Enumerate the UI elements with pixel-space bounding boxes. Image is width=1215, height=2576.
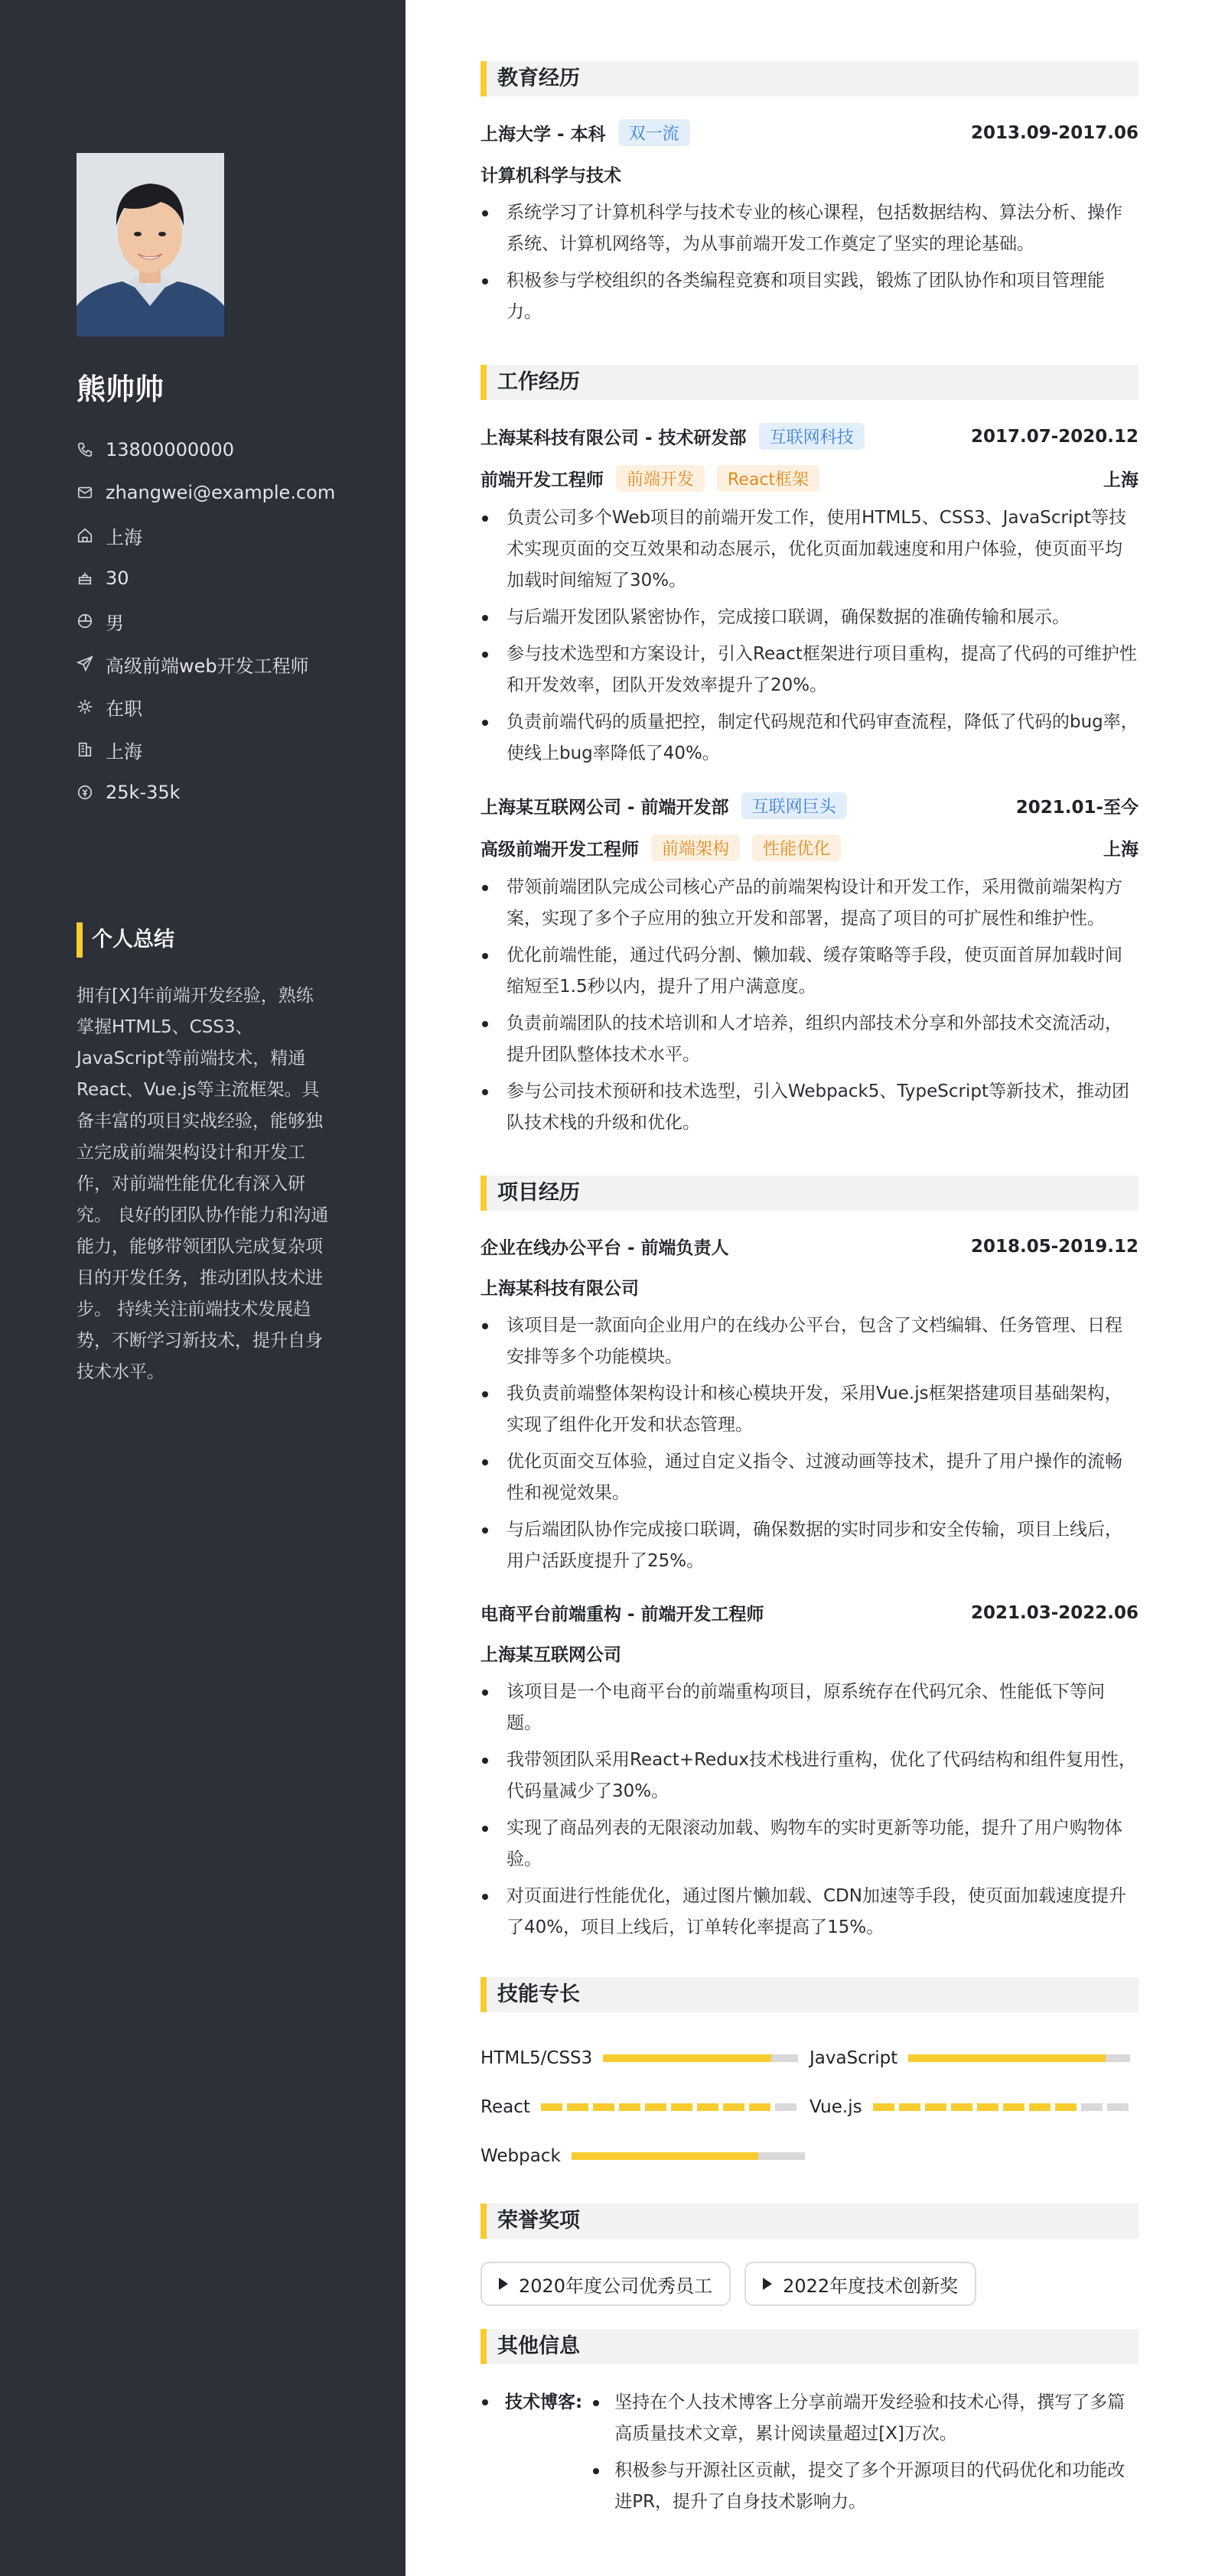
job-skill-tag: 性能优化: [752, 834, 841, 861]
email-text: zhangwei@example.com: [106, 482, 336, 503]
project-company: 上海某科技有限公司: [480, 1279, 639, 1299]
contact-location: [77, 514, 383, 557]
contact-list: [77, 428, 383, 814]
list-item: 积极参与学校组织的各类编程竞赛和项目实践，锻炼了团队协作和项目管理能力。: [480, 265, 1138, 328]
title-text: 高级前端web开发工程师: [106, 655, 309, 677]
contact-status: [77, 685, 383, 728]
project-sub: [480, 1274, 1138, 1299]
education-title: 教育经历: [480, 61, 1138, 96]
education-head: [480, 119, 1138, 146]
person-name: 熊帅帅: [77, 372, 164, 406]
skills-list: [480, 2034, 1138, 2181]
status-icon: [77, 698, 93, 715]
skill-bar-segment: [775, 2103, 796, 2111]
skill-bar-segment: [645, 2103, 666, 2111]
work-title: 工作经历: [480, 365, 1138, 400]
skill-bar-segment: [723, 2103, 744, 2111]
list-item: 负责公司多个Web项目的前端开发工作，使用HTML5、CSS3、JavaScript等技术实现页面的交互效果和动态展示，优化页面加载速度和用户体验，使页面平均加载时间缩短了30%。: [480, 503, 1138, 597]
skill-bar-fill: [572, 2152, 758, 2160]
project-company: 上海某互联网公司: [480, 1645, 621, 1665]
job-city: 上海: [1103, 840, 1138, 860]
skill-bar: [603, 2054, 798, 2062]
list-item: 对页面进行性能优化，通过图片懒加载、CDN加速等手段，使页面加载速度提升了40%，项目上线后，订单转化率提高了15%。: [480, 1881, 1138, 1943]
other-info: [480, 2387, 1138, 2523]
city-text: 上海: [106, 740, 142, 763]
skill-bar-segment: [749, 2103, 770, 2111]
main-content: [480, 61, 1138, 2523]
job-sub: [480, 465, 1138, 492]
skill-bar-segment: [951, 2103, 972, 2111]
skill-bar-segment: [541, 2103, 562, 2111]
salary-text: 25k-35k: [106, 782, 181, 803]
project-head: [480, 1234, 1138, 1259]
list-item: 我负责前端整体架构设计和核心模块开发，采用Vue.js框架搭建项目基础架构，实现了组件化开发和状态管理。: [480, 1378, 1138, 1441]
skill-bar-segment: [671, 2103, 692, 2111]
skill-bar-segment: [1003, 2103, 1024, 2111]
status-text: 在职: [106, 698, 142, 720]
contact-gender: [77, 600, 383, 642]
skill-bar-segment: [1081, 2103, 1103, 2111]
project-head: [480, 1600, 1138, 1625]
job-company: 上海某科技有限公司 - 技术研发部: [480, 428, 747, 448]
sidebar: [0, 0, 406, 2576]
award-label: 2020年度公司优秀员工: [519, 2275, 713, 2297]
skill-item: [480, 2146, 817, 2166]
summary-title: 个人总结: [77, 922, 174, 958]
project-bullets: [480, 1677, 1138, 1943]
skill-bar-segment: [1107, 2103, 1129, 2111]
awards-title: 荣誉奖项: [480, 2204, 1138, 2239]
list-item: 坚持在个人技术博客上分享前端开发经验和技术心得，撰写了多篇高质量技术文章，累计阅读量超过[X]万次。: [591, 2387, 1138, 2450]
mail-icon: [77, 484, 93, 501]
skill-bar-segment: [1029, 2103, 1051, 2111]
job-head: [480, 792, 1138, 819]
school-name: 上海大学 - 本科: [480, 125, 606, 145]
contact-phone: [77, 428, 383, 471]
job-bullets: [480, 503, 1138, 769]
skill-bar-segment: [925, 2103, 946, 2111]
job-industry-tag: 互联网巨头: [741, 792, 847, 819]
skill-bar-segment: [977, 2103, 998, 2111]
other-key: 技术博客:: [505, 2392, 583, 2412]
job-skill-tag: 前端架构: [651, 834, 740, 861]
job-date: 2021.01-至今: [1015, 798, 1138, 818]
skill-bar-fill: [908, 2054, 1106, 2062]
skill-label: React: [480, 2097, 530, 2117]
other-bullets: [591, 2387, 1138, 2523]
job-company: 上海某互联网公司 - 前端开发部: [480, 798, 729, 818]
play-icon: [499, 2278, 508, 2290]
list-item: 与后端开发团队紧密协作，完成接口联调，确保数据的准确传输和展示。: [480, 602, 1138, 633]
skill-bar-segment: [873, 2103, 894, 2111]
skill-bar-segment: [619, 2103, 640, 2111]
project-sub: [480, 1641, 1138, 1666]
phone-text: 13800000000: [106, 439, 234, 460]
project-name: 企业在线办公平台 - 前端负责人: [480, 1238, 729, 1258]
contact-salary: [77, 771, 383, 814]
project-bullets: [480, 1310, 1138, 1577]
play-icon: [763, 2278, 772, 2290]
skill-item: [809, 2048, 1138, 2068]
job-role: 前端开发工程师: [480, 470, 604, 490]
list-item: 我带领团队采用React+Redux技术栈进行重构，优化了代码结构和组件复用性，代码量减少了30%。: [480, 1745, 1138, 1807]
skill-label: Webpack: [480, 2146, 561, 2166]
profile-photo: [77, 153, 224, 337]
skill-bar: [873, 2103, 1129, 2111]
skill-bar-segment: [899, 2103, 920, 2111]
list-item: 参与公司技术预研和技术选型，引入Webpack5、TypeScript等新技术，推动团队技术栈的升级和优化。: [480, 1076, 1138, 1139]
list-item: 参与技术选型和方案设计，引入React框架进行项目重构，提高了代码的可维护性和开发效率，团队开发效率提升了20%。: [480, 639, 1138, 701]
summary-text: 拥有[X]年前端开发经验，熟练掌握HTML5、CSS3、JavaScript等前端技术，精通React、Vue.js等主流框架。具备丰富的项目实战经验，能够独立完成前端架构设计和开发工作，对前端性能优化有深入研究。 良好的团队协作能力和沟通能力，能够带领团队完成复杂项目的开发任务，推动团队技术进步。 持续关注前端技术发展趋势，不断学习新技术，提升自身技术水平。: [77, 986, 329, 1382]
skill-label: JavaScript: [809, 2048, 898, 2068]
skill-bar: [908, 2054, 1130, 2062]
skill-bar-segment: [697, 2103, 718, 2111]
skill-bar: [572, 2152, 805, 2160]
skill-row: [480, 2083, 1138, 2132]
job-head: [480, 423, 1138, 450]
age-text: 30: [106, 568, 129, 589]
cake-icon: [77, 570, 93, 587]
skill-label: Vue.js: [809, 2097, 862, 2117]
major-text: 计算机科学与技术: [480, 166, 621, 186]
education-major: [480, 161, 1138, 187]
education-bullets: [480, 197, 1138, 328]
list-item: 积极参与开源社区贡献，提交了多个开源项目的代码优化和功能改进PR，提升了自身技术影响力。: [591, 2455, 1138, 2518]
list-item: 优化页面交互体验，通过自定义指令、过渡动画等技术，提升了用户操作的流畅性和视觉效果。: [480, 1446, 1138, 1509]
other-title: 其他信息: [480, 2329, 1138, 2364]
list-item: 负责前端代码的质量把控，制定代码规范和代码审查流程，降低了代码的bug率，使线上bug率降低了40%。: [480, 707, 1138, 769]
list-item: 带领前端团队完成公司核心产品的前端架构设计和开发工作，采用微前端架构方案，实现了多个子应用的独立开发和部署，提高了项目的可扩展性和维护性。: [480, 872, 1138, 935]
award-item[interactable]: [480, 2262, 731, 2306]
project-name: 电商平台前端重构 - 前端开发工程师: [480, 1605, 764, 1625]
building-icon: [77, 741, 93, 758]
education-date: 2013.09-2017.06: [970, 122, 1138, 143]
contact-email: [77, 471, 383, 514]
skill-row: [480, 2132, 1138, 2181]
skill-item: [809, 2097, 1138, 2117]
list-item: 优化前端性能，通过代码分割、懒加载、缓存策略等手段，使页面首屏加载时间缩短至1.5秒以内，提升了用户满意度。: [480, 940, 1138, 1003]
contact-title: [77, 642, 383, 685]
list-item: 该项目是一款面向企业用户的在线办公平台，包含了文档编辑、任务管理、日程安排等多个功能模块。: [480, 1310, 1138, 1373]
skill-bar-segment: [1055, 2103, 1077, 2111]
awards-list: [480, 2262, 1138, 2306]
job-date: 2017.07-2020.12: [970, 426, 1138, 447]
award-label: 2022年度技术创新奖: [783, 2275, 959, 2297]
skill-row: [480, 2034, 1138, 2083]
job-industry-tag: 互联网科技: [759, 423, 865, 450]
list-item: 实现了商品列表的无限滚动加载、购物车的实时更新等功能，提升了用户购物体验。: [480, 1813, 1138, 1875]
skill-item: [480, 2097, 809, 2117]
project-date: 2021.03-2022.06: [970, 1602, 1138, 1623]
contact-city: [77, 728, 383, 771]
job-sub: [480, 834, 1138, 861]
project-date: 2018.05-2019.12: [970, 1236, 1138, 1257]
gender-text: 男: [106, 612, 124, 634]
skill-label: HTML5/CSS3: [480, 2048, 593, 2068]
job-skill-tag: 前端开发: [616, 465, 705, 492]
list-item: 系统学习了计算机科学与技术专业的核心课程，包括数据结构、算法分析、操作系统、计算机网络等，为从事前端开发工作奠定了坚实的理论基础。: [480, 197, 1138, 260]
school-tag: 双一流: [618, 119, 690, 146]
list-item: 与后端团队协作完成接口联调，确保数据的实时同步和安全传输，项目上线后，用户活跃度提升了25%。: [480, 1514, 1138, 1577]
job-city: 上海: [1103, 470, 1138, 490]
phone-icon: [77, 441, 93, 458]
job-skill-tag: React框架: [717, 465, 819, 492]
gender-icon: [77, 613, 93, 629]
projects-title: 项目经历: [480, 1176, 1138, 1211]
send-icon: [77, 655, 93, 672]
skills-title: 技能专长: [480, 1977, 1138, 2012]
skill-bar-fill: [603, 2054, 770, 2062]
skill-item: [480, 2048, 809, 2068]
money-icon: [77, 784, 93, 801]
bullet-dot: [482, 2399, 488, 2405]
skill-bar-segment: [567, 2103, 588, 2111]
list-item: 负责前端团队的技术培训和人才培养，组织内部技术分享和外部技术交流活动，提升团队整体技术水平。: [480, 1008, 1138, 1071]
job-role: 高级前端开发工程师: [480, 840, 639, 860]
location-text: 上海: [106, 526, 142, 548]
job-bullets: [480, 872, 1138, 1139]
contact-age: [77, 557, 383, 600]
list-item: 该项目是一个电商平台的前端重构项目，原系统存在代码冗余、性能低下等问题。: [480, 1677, 1138, 1739]
skill-bar: [541, 2103, 796, 2111]
home-icon: [77, 527, 93, 544]
skill-bar-segment: [593, 2103, 614, 2111]
award-item[interactable]: [744, 2262, 976, 2306]
